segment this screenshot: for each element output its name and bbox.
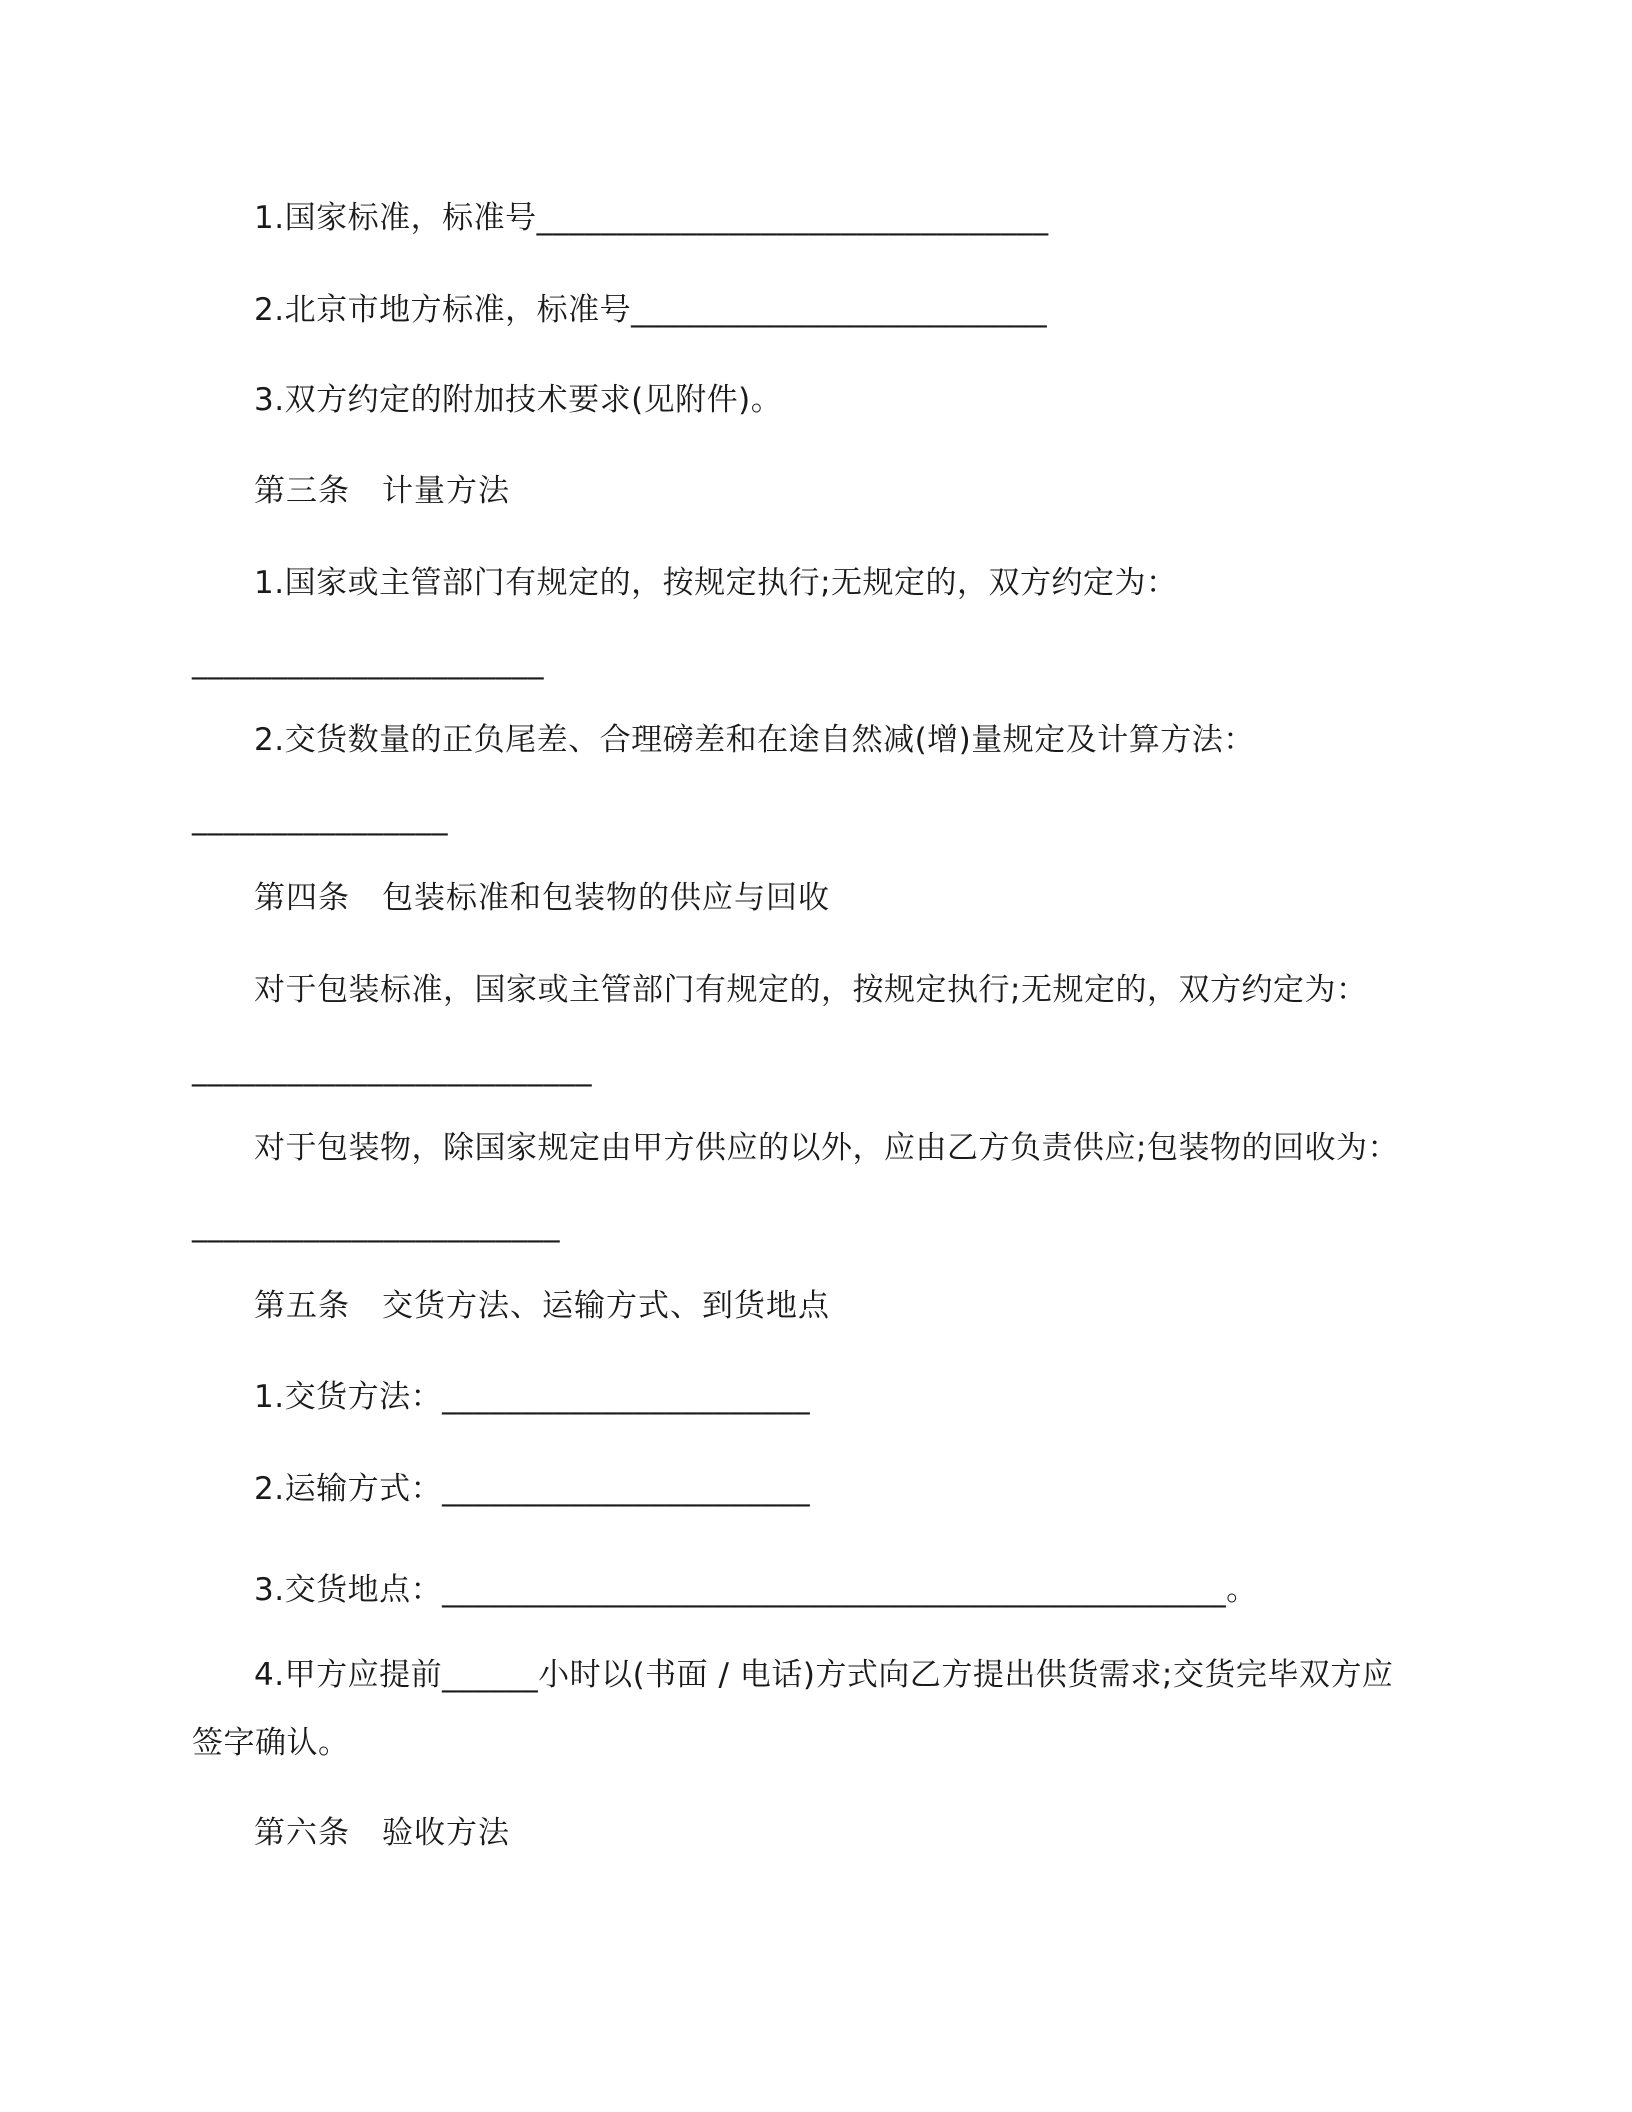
clause-4-para-2-blank: _______________________ <box>192 1207 560 1243</box>
clause-3-item-2-blank: ________________ <box>192 800 448 836</box>
clause-5-item-1: 1.交货方法：_______________________ <box>254 1379 811 1415</box>
clause-2-item-3: 3.双方约定的附加技术要求(见附件)。 <box>254 382 783 418</box>
clause-3-item-1-blank: ______________________ <box>192 644 544 680</box>
clause-4-para-1: 对于包装标准，国家或主管部门有规定的，按规定执行;无规定的，双方约定为： <box>254 972 1368 1008</box>
clause-5-item-4-cont: 签字确认。 <box>192 1725 350 1761</box>
clause-2-item-2: 2.北京市地方标准，标准号__________________________ <box>254 292 1048 328</box>
clause-3-heading: 第三条 计量方法 <box>254 473 510 509</box>
clause-6-heading: 第六条 验收方法 <box>254 1815 510 1851</box>
clause-5-heading: 第五条 交货方法、运输方式、到货地点 <box>254 1288 830 1324</box>
clause-3-item-1: 1.国家或主管部门有规定的，按规定执行;无规定的，双方约定为： <box>254 565 1178 601</box>
clause-5-item-2: 2.运输方式：_______________________ <box>254 1471 811 1507</box>
clause-5-item-3: 3.交货地点：_________________________________________________。 <box>254 1572 1258 1608</box>
clause-2-item-1: 1.国家标准，标准号________________________________ <box>254 200 1049 236</box>
clause-3-item-2: 2.交货数量的正负尾差、合理磅差和在途自然减(增)量规定及计算方法： <box>254 722 1255 758</box>
clause-4-heading: 第四条 包装标准和包装物的供应与回收 <box>254 880 830 916</box>
clause-5-item-4: 4.甲方应提前______小时以(书面 / 电话)方式向乙方提出供货需求;交货完毕双方应 <box>254 1657 1394 1693</box>
clause-4-para-2: 对于包装物，除国家规定由甲方供应的以外，应由乙方负责供应;包装物的回收为： <box>254 1130 1399 1166</box>
clause-4-para-1-blank: _________________________ <box>192 1051 592 1087</box>
